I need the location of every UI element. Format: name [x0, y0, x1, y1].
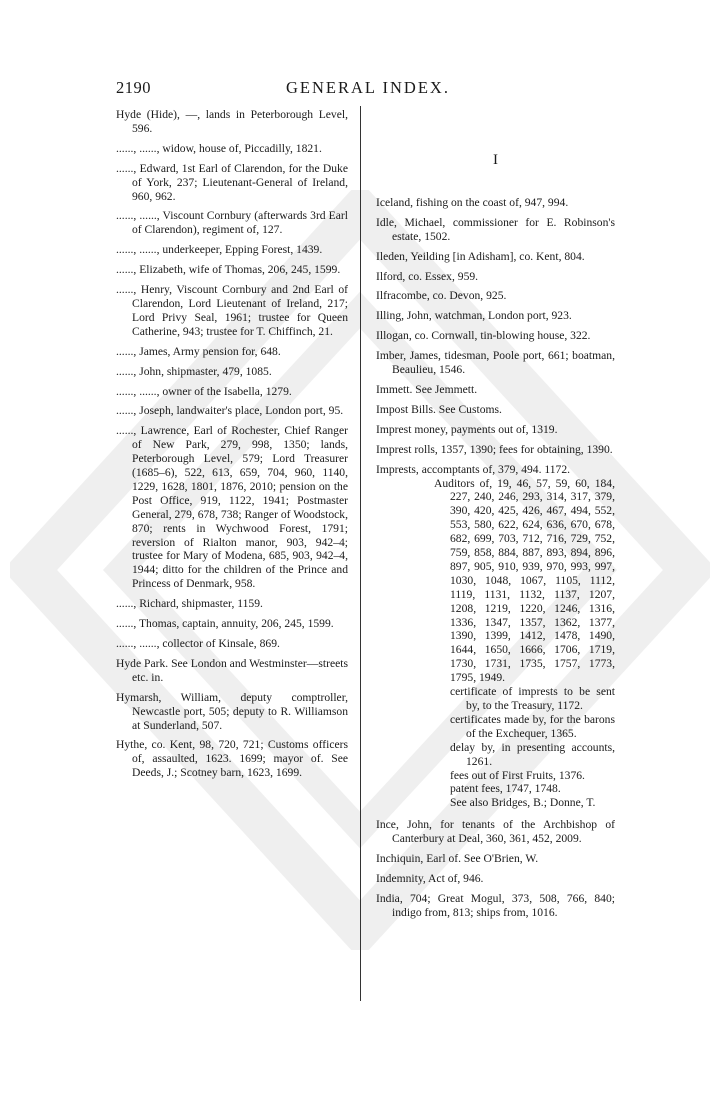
index-entry: Iceland, fishing on the coast of, 947, 994. [376, 195, 569, 209]
running-title: GENERAL INDEX. [286, 78, 450, 97]
index-entry: Ileden, Yeilding [in Adisham], co. Kent, 804. [376, 249, 585, 263]
section-letter: I [493, 152, 498, 168]
index-entry: ......, Lawrence, Earl of Rochester, Chief Ranger of New Park, 279, 998, 1350; lands, Peterborough Level, 579; Lord Treasurer (1685–6), 522, 613, 659, 704, 960, 1140, 1229, 1628, 1801, 1876, 2010; pension on the Post Office, 919, 1122, 1941; Postmaster General, 279, 678, 738; Ranger of Woodstock, 870; rents in Wychwood Forest, 1791; reversion of Rialton manor, 903, 942–4; trustee for Mary of Modena, 685, 903, 942–4, 1944; ditto for the children of the Prince and Princess of Denmark, 958. [116, 424, 348, 591]
index-subsubentry: fees out of First Fruits, 1376. [450, 768, 585, 782]
index-entry: Hythe, co. Kent, 98, 720, 721; Customs officers of, assaulted, 1623. 1699; mayor of. See Deeds, J.; Scotney barn, 1623, 1699. [116, 738, 348, 780]
index-entry: Illogan, co. Cornwall, tin-blowing house, 322. [376, 329, 591, 343]
index-entry: Hymarsh, William, deputy comptroller, Newcastle port, 505; deputy to R. Williamson at Sunderland, 507. [116, 690, 348, 732]
index-entry: Imprest rolls, 1357, 1390; fees for obtaining, 1390. [376, 442, 613, 456]
column-divider [360, 106, 361, 1001]
left-column [116, 108, 348, 786]
index-entry: ......, Joseph, landwaiter's place, London port, 95. [116, 404, 344, 418]
index-entry: Imber, James, tidesman, Poole port, 661; boatman, Beaulieu, 1546. [376, 349, 615, 377]
index-entry: Ince, John, for tenants of the Archbishop of Canterbury at Deal, 360, 361, 452, 2009. [376, 818, 615, 846]
index-entry: ......, Elizabeth, wife of Thomas, 206, 245, 1599. [116, 263, 341, 277]
index-entry: Immett. See Jemmett. [376, 382, 478, 396]
index-entry: Idle, Michael, commissioner for E. Robinson's estate, 1502. [376, 215, 615, 243]
index-entry: Inchiquin, Earl of. See O'Brien, W. [376, 852, 539, 866]
index-entry: ......, ......, widow, house of, Piccadilly, 1821. [116, 141, 322, 155]
index-subsubentry: See also Bridges, B.; Donne, T. [450, 796, 596, 810]
index-entry: ......, Thomas, captain, annuity, 206, 245, 1599. [116, 617, 334, 631]
index-entry: Ilfracombe, co. Devon, 925. [376, 289, 507, 303]
page-number: 2190 [116, 78, 151, 97]
index-entry: ......, Richard, shipmaster, 1159. [116, 597, 263, 611]
index-entry: ......, ......, owner of the Isabella, 1279. [116, 384, 292, 398]
index-subsubentry: certificates made by, for the barons of the Exchequer, 1365. [450, 712, 615, 740]
index-entry: ......, ......, underkeeper, Epping Forest, 1439. [116, 243, 323, 257]
index-entry: Impost Bills. See Customs. [376, 402, 502, 416]
index-entry: India, 704; Great Mogul, 373, 508, 766, 840; indigo from, 813; ships from, 1016. [376, 891, 615, 919]
index-entry: ......, James, Army pension for, 648. [116, 344, 281, 358]
index-entry: Imprest money, payments out of, 1319. [376, 422, 558, 436]
index-entry: Hyde (Hide), —, lands in Peterborough Level, 596. [116, 108, 348, 135]
index-entry: ......, John, shipmaster, 479, 1085. [116, 364, 272, 378]
index-entry: Ilford, co. Essex, 959. [376, 269, 479, 283]
index-subsubentry: patent fees, 1747, 1748. [450, 782, 561, 796]
index-entry: ......, Edward, 1st Earl of Clarendon, for the Duke of York, 237; Lieutenant-General of Ireland, 960, 962. [116, 161, 348, 203]
index-subsubentry: delay by, in presenting accounts, 1261. [450, 740, 615, 768]
right-column [376, 108, 615, 926]
index-entry: Illing, John, watchman, London port, 923. [376, 309, 572, 323]
running-header [116, 78, 606, 102]
index-entry: ......, ......, Viscount Cornbury (afterwards 3rd Earl of Clarendon), regiment of, 127. [116, 209, 348, 237]
index-entry: Imprests, accomptants of, 379, 494. 1172. [376, 462, 571, 476]
index-subentry-auditors: Auditors of, 19, 46, 57, 59, 60, 184, 227, 240, 246, 293, 314, 317, 379, 390, 420, 425, 426, 467, 494, 552, 553, 580, 622, 624, 636, 670, 678, 682, 699, 703, 712, 716, 729, 752, 759, 858, 884, 887, 893, 894, 896, 897, 905, 910, 939, 970, 993, 997, 1030, 1048, 1067, 1105, 1112, 1119, 1131, 1132, 1137, 1207, 1208, 1219, 1220, 1246, 1316, 1336, 1347, 1357, 1362, 1377, 1390, 1399, 1412, 1478, 1490, 1644, 1650, 1666, 1706, 1719, 1730, 1731, 1735, 1757, 1773, 1795, 1949. [434, 476, 615, 685]
index-entry: ......, Henry, Viscount Cornbury and 2nd Earl of Clarendon, Lord Lieutenant of Ireland, 217; Lord Privy Seal, 1961; trustee for Queen Catherine, 943; trustee for T. Chiffinch, 21. [116, 283, 348, 338]
index-entry: ......, ......, collector of Kinsale, 869. [116, 637, 280, 650]
index-entry: Hyde Park. See London and Westminster—streets etc. in. [116, 656, 348, 684]
index-subsubentry: certificate of imprests to be sent by, to the Treasury, 1172. [450, 685, 615, 712]
index-entry: Indemnity, Act of, 946. [376, 871, 484, 885]
